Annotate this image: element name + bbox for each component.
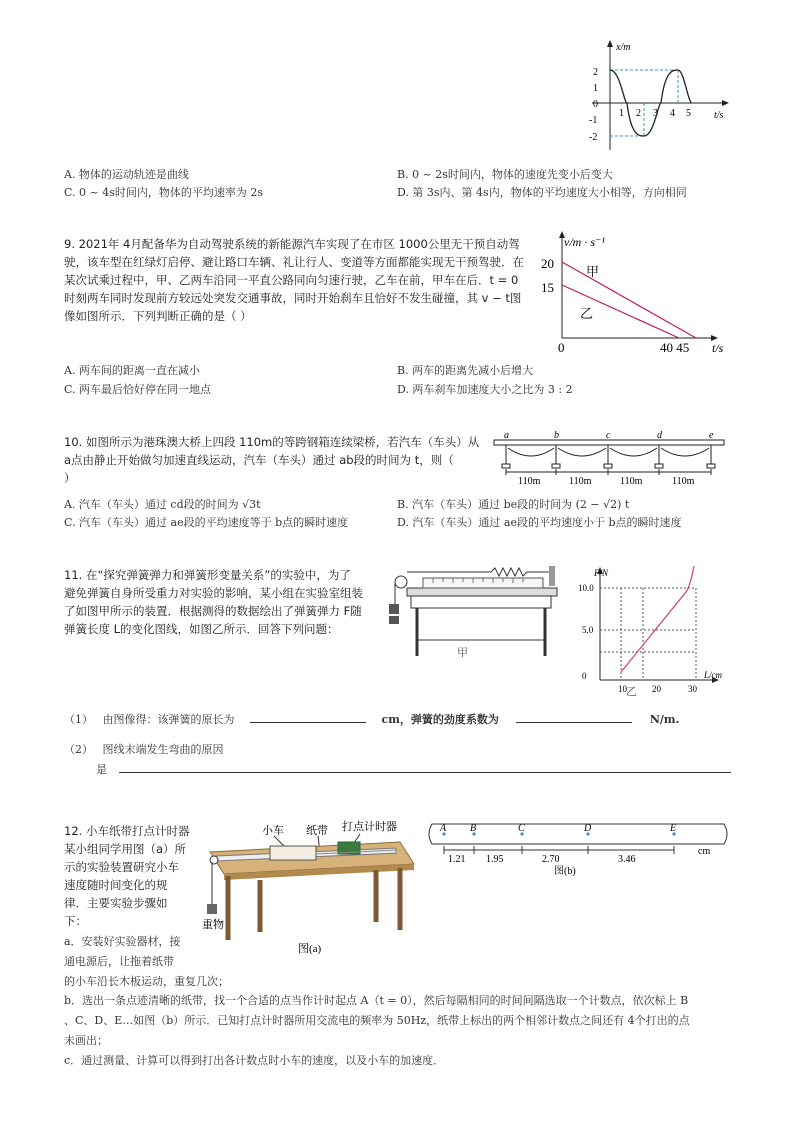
- svg-text:20: 20: [541, 256, 554, 271]
- svg-text:d: d: [657, 430, 662, 441]
- q12-line: 速度随时间变化的规: [64, 878, 168, 892]
- q12-line: 示的实验装置研究小车: [64, 860, 179, 874]
- q9-line: 时刻两车同时发现前方较远处突发交通事故，同时开始刹车且恰好不发生碰撞，其 v − t图: [64, 291, 522, 305]
- svg-text:1: 1: [619, 108, 624, 119]
- bridge-figure: [490, 428, 730, 488]
- svg-text:e: e: [709, 430, 714, 441]
- svg-text:110m: 110m: [620, 476, 643, 487]
- q10-line: 10. 如图所示为港珠澳大桥上四段 110m的等跨钢箱连续梁桥，若汽车（车头）从: [64, 435, 480, 449]
- q9-line: 驶，该车型在红绿灯启停、避让路口车辆、礼让行人、变道等方面都能实现无干预驾驶．在: [64, 255, 524, 269]
- svg-text:-2: -2: [589, 132, 598, 143]
- svg-text:10.0: 10.0: [578, 583, 594, 593]
- svg-text:2: 2: [593, 67, 598, 78]
- spring-apparatus: [383, 560, 563, 660]
- svg-text:110m: 110m: [672, 476, 695, 487]
- sub2-text: 图线末端发生弯曲的原因: [102, 743, 224, 756]
- sub1-unit: cm，弹簧的劲度系数为: [381, 713, 499, 726]
- q12-line: 12. 小车纸带打点计时器: [64, 824, 190, 838]
- svg-text:1.95: 1.95: [486, 854, 504, 865]
- cart-apparatus: [200, 816, 422, 956]
- q8-option-a[interactable]: A. 物体的运动轨迹是曲线: [64, 168, 189, 181]
- q9-option-b[interactable]: B. 两车的距离先减小后增大: [397, 364, 534, 377]
- q8-option-b[interactable]: B. 0 ~ 2s时间内，物体的速度先变小后变大: [397, 168, 613, 181]
- step-b-line: 、C、D、E…如图（b）所示．已知打点计时器所用交流电的频率为 50Hz，纸带上标出的两个相邻计数点之间还有 4个打出的点: [64, 1014, 690, 1027]
- q10-option-c[interactable]: C. 汽车（车头）通过 ae段的平均速度等于 b点的瞬时速度: [64, 516, 349, 529]
- fig-yi-caption: 乙: [626, 685, 637, 698]
- svg-text:0: 0: [582, 671, 587, 681]
- q12-line: 律．主要实验步骤如: [64, 896, 168, 910]
- q11-sub1: [64, 710, 679, 730]
- q10-option-a[interactable]: A. 汽车（车头）通过 cd段的时间为 √3t: [64, 498, 261, 511]
- q9-stem: [64, 235, 524, 325]
- svg-text:1.21: 1.21: [448, 854, 466, 865]
- q9-option-c[interactable]: C. 两车最后恰好停在同一地点: [64, 383, 212, 396]
- svg-text:cm: cm: [698, 846, 711, 857]
- step-b-line: b．选出一条点迹清晰的纸带，找一个合适的点当作计时起点 A（t = 0），然后每隔相同的时间间隔选取一个计数点，依次标上 B: [64, 994, 689, 1007]
- svg-text:3: 3: [653, 108, 658, 119]
- svg-text:b: b: [554, 430, 559, 441]
- svg-text:c: c: [606, 430, 611, 441]
- svg-text:乙: 乙: [580, 306, 594, 321]
- q9-option-d[interactable]: D. 两车刹车加速度大小之比为 3 : 2: [397, 383, 573, 396]
- q11-line: 弹簧长度 L的变化图线，如图乙所示．回答下列问题：: [64, 622, 339, 636]
- svg-text:5: 5: [686, 108, 691, 119]
- svg-text:110m: 110m: [518, 476, 541, 487]
- svg-text:图(b): 图(b): [554, 866, 576, 877]
- q12-step-c: c．通过测量、计算可以得到打出各计数点时小车的速度，以及小车的加速度．: [64, 1054, 445, 1067]
- svg-text:4: 4: [670, 108, 675, 119]
- vt-graph: [536, 228, 732, 356]
- svg-text:5.0: 5.0: [582, 625, 594, 635]
- q9-option-a[interactable]: A. 两车间的距离一直在减小: [64, 364, 200, 377]
- svg-text:F/N: F/N: [594, 568, 609, 578]
- stiffness-blank[interactable]: [516, 710, 632, 723]
- xt-graph: [584, 36, 734, 154]
- q9-line: 9. 2021年 4月配备华为自动驾驶系统的新能源汽车实现了在市区 1000公里无干预自动驾: [64, 237, 520, 251]
- q10-line: a点由静止开始做匀加速直线运动，汽车（车头）通过 ab段的时间为 t，则（: [64, 453, 454, 467]
- sub1-text: 由图像得：该弹簧的原长为: [102, 713, 235, 726]
- svg-text:20: 20: [652, 684, 661, 694]
- svg-text:3.46: 3.46: [618, 854, 636, 865]
- svg-text:小车: 小车: [262, 825, 284, 837]
- q11-sub2: [64, 740, 224, 760]
- svg-text:纸带: 纸带: [306, 825, 328, 837]
- step-a-line: 的小车沿长木板运动，重复几次；: [64, 975, 229, 988]
- svg-text:15: 15: [541, 280, 554, 295]
- q12-line: 下：: [64, 914, 87, 928]
- svg-text:0: 0: [558, 340, 565, 355]
- svg-text:v/m · s⁻¹: v/m · s⁻¹: [564, 235, 605, 249]
- svg-text:10: 10: [618, 684, 627, 694]
- svg-text:2.70: 2.70: [542, 854, 560, 865]
- svg-text:0: 0: [593, 99, 598, 110]
- svg-text:重物: 重物: [202, 919, 224, 931]
- svg-text:t/s: t/s: [714, 110, 724, 121]
- sub-number: （1）: [64, 713, 93, 726]
- step-a-line: a．安装好实验器材，接: [64, 935, 181, 948]
- svg-text:A: A: [440, 823, 447, 834]
- q12-step-b: [64, 991, 690, 1051]
- q8-option-c[interactable]: C. 0 ~ 4s时间内，物体的平均速率为 2s: [64, 186, 264, 199]
- original-length-blank[interactable]: [250, 710, 366, 723]
- svg-text:图(a): 图(a): [298, 943, 322, 955]
- svg-text:C: C: [518, 823, 525, 834]
- svg-text:a: a: [504, 430, 509, 441]
- q11-stem: [64, 566, 363, 638]
- svg-text:B: B: [470, 823, 477, 834]
- svg-text:40 45: 40 45: [660, 340, 690, 355]
- svg-text:D: D: [584, 823, 592, 834]
- q9-line: 某次试乘过程中，甲、乙两车沿同一平直公路同向匀速行驶，乙车在前，甲车在后．t = 0: [64, 273, 519, 287]
- sub1-unit2: N/m.: [649, 713, 680, 726]
- svg-text:打点计时器: 打点计时器: [342, 821, 397, 833]
- q11-line: 11. 在“探究弹簧弹力和弹簧形变量关系”的实验中，为了: [64, 568, 351, 582]
- svg-text:E: E: [670, 823, 677, 834]
- q12-line: 某小组同学用图（a）所: [64, 842, 187, 856]
- svg-text:t/s: t/s: [712, 341, 724, 355]
- svg-text:-1: -1: [589, 115, 598, 126]
- svg-text:2: 2: [636, 108, 641, 119]
- q9-line: 像如图所示．下列判断正确的是（ ）: [64, 309, 252, 323]
- fig-jia-caption: 甲: [457, 646, 468, 659]
- q10-stem: [64, 433, 479, 487]
- q11-line: 避免弹簧自身所受重力对实验的影响，某小组在实验室组装: [64, 586, 363, 600]
- sub-number: （2）: [64, 743, 93, 756]
- sub2-text2: 是: [96, 763, 107, 776]
- svg-text:L/cm: L/cm: [704, 670, 722, 680]
- q10-option-b[interactable]: B. 汽车（车头）通过 be段的时间为 (2 − √2) t: [397, 498, 630, 511]
- q8-option-d[interactable]: D. 第 3s内、第 4s内，物体的平均速度大小相等，方向相同: [397, 186, 687, 199]
- step-a-line: 通电源后，让拖着纸带: [64, 955, 174, 968]
- svg-text:x/m: x/m: [616, 42, 631, 53]
- step-b-line: 未画出；: [64, 1034, 108, 1047]
- q10-line: ）: [64, 471, 76, 485]
- bending-reason-blank[interactable]: [119, 760, 731, 773]
- q12-stem: [64, 822, 189, 930]
- tape-figure: [424, 816, 732, 878]
- q11-sub2-answer: [96, 760, 731, 780]
- svg-text:110m: 110m: [569, 476, 592, 487]
- fl-graph: [578, 562, 728, 696]
- svg-text:甲: 甲: [586, 264, 600, 279]
- q10-option-d[interactable]: D. 汽车（车头）通过 ae段的平均速度小于 b点的瞬时速度: [397, 516, 682, 529]
- q12-step-a: [64, 932, 229, 992]
- q11-line: 了如图甲所示的装置．根据测得的数据绘出了弹簧弹力 F随: [64, 604, 362, 618]
- svg-text:30: 30: [688, 684, 697, 694]
- svg-text:1: 1: [593, 83, 598, 94]
